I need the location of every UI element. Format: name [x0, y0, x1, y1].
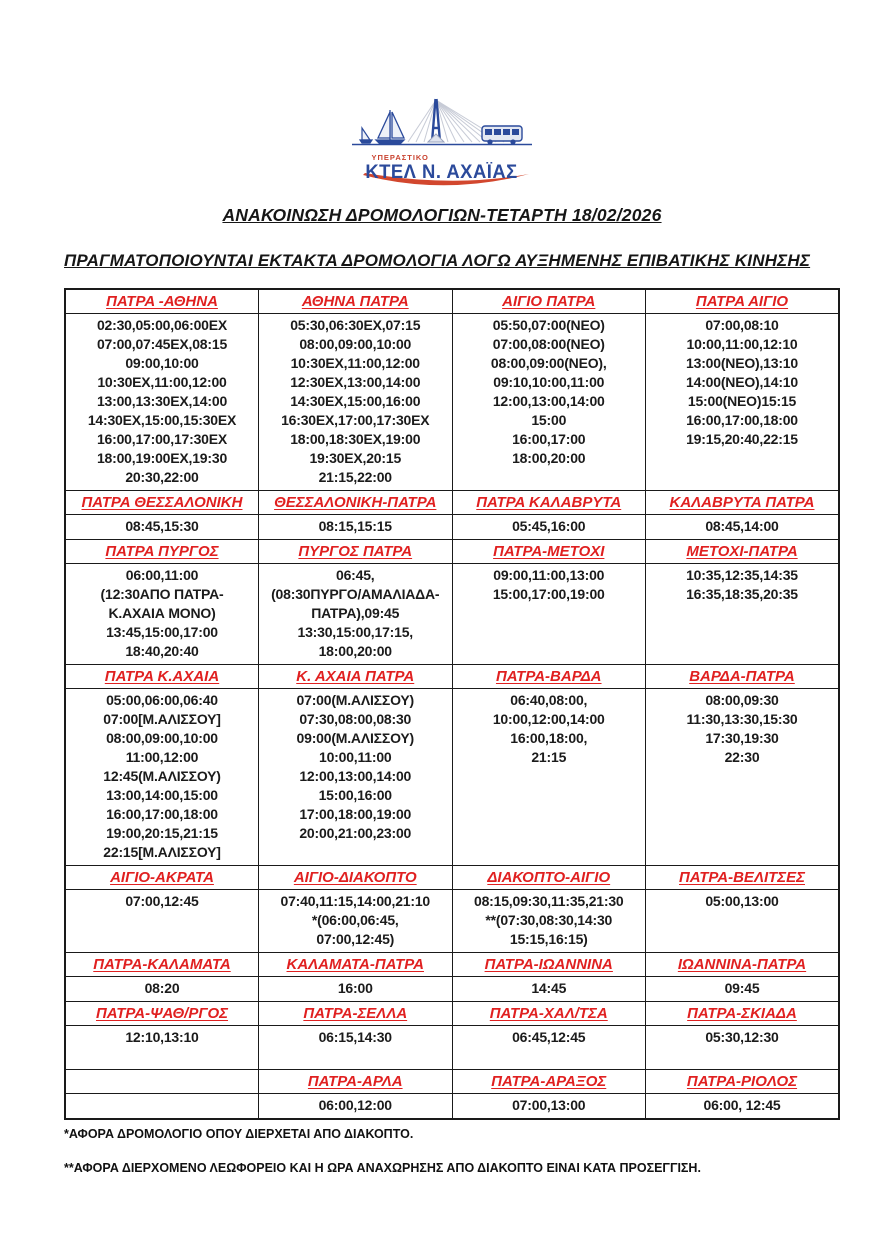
times-line: (12:30ΑΠΟ ΠΑΤΡΑ-	[100, 586, 224, 602]
route-header-label: ΠΑΤΡΑ ΑΙΓΙΟ	[695, 293, 789, 310]
route-header-row	[65, 289, 839, 314]
times-cell	[259, 977, 453, 1002]
times-line: 18:40,20:40	[125, 643, 199, 659]
times-cell	[65, 564, 259, 665]
times-cell	[646, 1094, 840, 1120]
route-header-cell	[65, 665, 259, 689]
route-header-label: ΠΑΤΡΑ-ΚΑΛΑΜΑΤΑ	[93, 956, 231, 973]
route-header-label: ΔΙΑΚΟΠΤΟ-ΑΙΓΙΟ	[487, 869, 611, 886]
route-header-label: ΠΑΤΡΑ-ΣΚΙΑΔΑ	[687, 1005, 797, 1022]
times-line: 07:00,08:10	[705, 317, 779, 333]
times-cell	[452, 1094, 646, 1120]
footnote-2: **ΑΦΟΡΑ ΔΙΕΡΧΟΜΕΝΟ ΛΕΩΦΟΡΕΙΟ ΚΑΙ Η ΩΡΑ ΑΝΑΧΩΡΗΣΗΣ ΑΠΟ ΔΙΑΚΟΠΤΟ ΕΙΝΑΙ ΚΑΤΑ ΠΡΟΣΕΓΓΙΣΗ.	[64, 1161, 701, 1175]
times-cell	[259, 515, 453, 540]
route-header-label: ΠΑΤΡΑ-ΙΩΑΝΝΙΝΑ	[484, 956, 613, 973]
route-header-label: ΠΑΤΡΑ -ΑΘΗΝΑ	[106, 293, 218, 310]
times-line: 11:00,12:00	[125, 749, 199, 765]
route-header-row	[65, 866, 839, 890]
route-header-cell	[65, 953, 259, 977]
main-title: ΑΝΑΚΟΙΝΩΣΗ ΔΡΟΜΟΛΟΓΙΩΝ-ΤΕΤΑΡΤΗ 18/02/2026	[222, 205, 662, 225]
times-line: 07:00,12:45	[125, 893, 199, 909]
times-line: 09:45	[724, 980, 760, 996]
empty-times-cell	[65, 1094, 259, 1120]
route-header-cell	[452, 289, 646, 314]
times-line: 16:00,17:00,18:00	[686, 412, 798, 428]
times-line: 15:15,16:15)	[509, 931, 588, 947]
route-header-cell	[646, 540, 840, 564]
times-cell	[259, 689, 453, 866]
times-line: 07:40,11:15,14:00,21:10	[280, 893, 431, 909]
times-line: 05:30,12:30	[705, 1029, 779, 1045]
times-line: 16:00,18:00,	[510, 730, 588, 746]
times-cell	[65, 515, 259, 540]
times-line: 10:00,11:00,12:10	[686, 336, 798, 352]
times-cell	[259, 1094, 453, 1120]
times-line: 13:30,15:00,17:15,	[297, 624, 413, 640]
times-line: 19:15,20:40,22:15	[686, 431, 798, 447]
route-header-label: ΜΕΤΟΧΙ-ΠΑΤΡΑ	[686, 543, 798, 560]
times-line: 12:00,13:00,14:00	[299, 768, 412, 784]
route-header-row	[65, 1002, 839, 1026]
route-header-cell	[452, 1002, 646, 1026]
route-header-cell	[646, 1070, 840, 1094]
route-times-row	[65, 977, 839, 1002]
times-line: **(07:30,08:30,14:30	[485, 912, 613, 928]
times-line: 05:45,16:00	[512, 518, 586, 534]
times-cell	[646, 890, 840, 953]
times-cell	[65, 314, 259, 491]
route-header-label: ΠΑΤΡΑ ΚΑΛΑΒΡΥΤΑ	[476, 494, 622, 511]
route-times-row	[65, 689, 839, 866]
times-line: 12:30EX,13:00,14:00	[290, 374, 421, 390]
times-cell	[259, 564, 453, 665]
route-header-row	[65, 491, 839, 515]
times-line: 06:00,12:00	[318, 1097, 392, 1113]
times-cell	[646, 977, 840, 1002]
times-line: 06:00, 12:45	[703, 1097, 781, 1113]
times-line: Κ.ΑΧΑΙΑ ΜΟΝΟ)	[108, 605, 216, 621]
route-header-label: ΠΑΤΡΑ ΠΥΡΓΟΣ	[105, 543, 219, 560]
route-header-cell	[259, 866, 453, 890]
logo-small-text: ΥΠΕΡΑΣΤΙΚΟ	[371, 153, 429, 162]
times-line: 08:00,09:00,10:00	[299, 336, 412, 352]
route-header-cell	[65, 491, 259, 515]
times-cell	[65, 977, 259, 1002]
route-header-cell	[646, 866, 840, 890]
route-header-label: ΠΑΤΡΑ-ΑΡΑΞΟΣ	[491, 1073, 607, 1090]
route-header-label: ΠΑΤΡΑ-ΡΙΟΛΟΣ	[686, 1073, 798, 1090]
times-cell	[452, 515, 646, 540]
times-line: 08:15,09:30,11:35,21:30	[473, 893, 624, 909]
times-cell	[646, 314, 840, 491]
times-line: 16:30EX,17:00,17:30EX	[281, 412, 430, 428]
route-header-cell	[259, 1070, 453, 1094]
times-line: 13:45,15:00,17:00	[106, 624, 218, 640]
route-header-cell	[65, 866, 259, 890]
times-line: 14:30EX,15:00,15:30EX	[87, 412, 237, 428]
times-line: 16:00,17:00,18:00	[106, 806, 218, 822]
times-line: 05:30,06:30EX,07:15	[290, 317, 421, 333]
times-line: 05:50,07:00(ΝΕΟ)	[492, 317, 605, 333]
route-header-label: ΘΕΣΣΑΛΟΝΙΚΗ-ΠΑΤΡΑ	[274, 494, 437, 511]
footnote-1: *ΑΦΟΡΑ ΔΡΟΜΟΛΟΓΙΟ ΟΠΟΥ ΔΙΕΡΧΕΤΑΙ ΑΠΟ ΔΙΑΚΟΠΤΟ.	[64, 1127, 414, 1141]
times-line: 08:00,09:30	[705, 692, 779, 708]
route-header-cell	[646, 289, 840, 314]
route-times-row	[65, 890, 839, 953]
logo-main-text: ΚΤΕΛ Ν. ΑΧΑΪΑΣ	[365, 162, 519, 183]
route-header-label: ΚΑΛΑΒΡΥΤΑ ΠΑΤΡΑ	[669, 494, 815, 511]
times-line: ΠΑΤΡΑ),09:45	[311, 605, 400, 621]
route-times-row	[65, 314, 839, 491]
schedule-table-body	[65, 289, 839, 1119]
schedule-table	[64, 288, 840, 1120]
times-line: 20:00,21:00,23:00	[299, 825, 412, 841]
times-line: 06:45,	[336, 567, 375, 583]
times-line: 17:30,19:30	[705, 730, 779, 746]
times-line: 10:00,11:00	[318, 749, 392, 765]
times-line: 22:15[Μ.ΑΛΙΣΣΟΥ]	[103, 844, 221, 860]
times-line: 19:30EX,20:15	[309, 450, 402, 466]
times-cell	[259, 890, 453, 953]
times-line: 21:15,22:00	[318, 469, 392, 485]
times-line: 07:00,12:45)	[316, 931, 395, 947]
route-header-label: ΑΙΓΙΟ-ΑΚΡΑΤΑ	[110, 869, 214, 886]
times-line: 13:00(ΝΕΟ),13:10	[686, 355, 798, 371]
times-line: 08:00,09:00(ΝΕΟ),	[490, 355, 607, 371]
route-header-cell	[65, 540, 259, 564]
times-line: 08:45,14:00	[705, 518, 779, 534]
times-line: 19:00,20:15,21:15	[106, 825, 218, 841]
times-line: 09:10,10:00,11:00	[493, 374, 605, 390]
route-header-label: ΒΑΡΔΑ-ΠΑΤΡΑ	[689, 668, 795, 685]
route-header-cell	[452, 866, 646, 890]
times-line: 07:00,13:00	[512, 1097, 586, 1113]
times-line: 10:30EX,11:00,12:00	[97, 374, 227, 390]
route-times-row	[65, 1026, 839, 1070]
times-line: 07:00,07:45EX,08:15	[96, 336, 228, 352]
times-line: 07:00,08:00(ΝΕΟ)	[492, 336, 605, 352]
times-cell	[646, 564, 840, 665]
times-line: 18:00,18:30EX,19:00	[290, 431, 421, 447]
route-header-label: ΙΩΑΝΝΙΝΑ-ΠΑΤΡΑ	[677, 956, 807, 973]
route-header-label: Κ. ΑΧΑΙΑ ΠΑΤΡΑ	[296, 668, 415, 685]
route-header-cell	[259, 491, 453, 515]
subtitle: ΠΡΑΓΜΑΤΟΠΟΙΟΥΝΤΑΙ ΕΚΤΑΚΤΑ ΔΡΟΜΟΛΟΓΙΑ ΛΟΓΩ ΑΥΞΗΜΕΝΗΣ ΕΠΙΒΑΤΙΚΗΣ ΚΙΝΗΣΗΣ	[64, 251, 811, 270]
route-header-cell	[452, 665, 646, 689]
times-cell	[646, 515, 840, 540]
route-header-label: ΠΑΤΡΑ-ΒΕΛΙΤΣΕΣ	[679, 869, 805, 886]
times-line: 14:00(ΝΕΟ),14:10	[686, 374, 798, 390]
times-line: 02:30,05:00,06:00EX	[96, 317, 228, 333]
times-line: 06:45,12:45	[512, 1029, 586, 1045]
times-line: 08:45,15:30	[125, 518, 199, 534]
route-header-label: ΠΑΤΡΑ-ΨΑΘ/ΡΓΟΣ	[95, 1005, 229, 1022]
route-header-row	[65, 1070, 839, 1094]
route-header-cell	[65, 1002, 259, 1026]
route-header-cell	[259, 1002, 453, 1026]
times-cell	[452, 314, 646, 491]
times-line: 15:00(ΝΕΟ)15:15	[687, 393, 797, 409]
times-line: 05:00,06:00,06:40	[106, 692, 218, 708]
times-line: 16:35,18:35,20:35	[686, 586, 798, 602]
ktel-logo	[347, 92, 537, 184]
route-header-cell	[646, 1002, 840, 1026]
route-header-cell	[452, 953, 646, 977]
times-line: *(06:00,06:45,	[311, 912, 399, 928]
times-line: 07:00[Μ.ΑΛΙΣΣΟΥ]	[103, 711, 221, 727]
times-line: 13:00,14:00,15:00	[106, 787, 218, 803]
times-line: 07:30,08:00,08:30	[299, 711, 412, 727]
times-line: 08:15,15:15	[318, 518, 392, 534]
times-line: 20:30,22:00	[125, 469, 199, 485]
times-line: 16:00,17:00,17:30EX	[96, 431, 228, 447]
route-header-cell	[452, 540, 646, 564]
route-header-label: ΠΑΤΡΑ Κ.ΑΧΑΙΑ	[104, 668, 220, 685]
times-line: 06:00,11:00	[125, 567, 199, 583]
times-cell	[452, 890, 646, 953]
times-cell	[452, 1026, 646, 1070]
bridge-bus-logo-art	[352, 92, 532, 156]
times-line: 05:00,13:00	[705, 893, 779, 909]
times-cell	[452, 689, 646, 866]
times-line: 17:00,18:00,19:00	[299, 806, 412, 822]
times-line: 06:15,14:30	[318, 1029, 392, 1045]
route-header-row	[65, 953, 839, 977]
times-line: 12:00,13:00,14:00	[492, 393, 605, 409]
times-line: 21:15	[531, 749, 567, 765]
route-header-label: ΠΑΤΡΑ-ΧΑΛ/ΤΣΑ	[489, 1005, 608, 1022]
route-times-row	[65, 515, 839, 540]
times-line: 18:00,20:00	[318, 643, 392, 659]
times-line: 12:45(Μ.ΑΛΙΣΣΟΥ)	[103, 768, 221, 784]
route-header-row	[65, 540, 839, 564]
route-header-cell	[646, 953, 840, 977]
logo-text-block	[363, 154, 520, 184]
route-header-cell	[646, 665, 840, 689]
times-line: 10:30EX,11:00,12:00	[290, 355, 420, 371]
times-line: 10:00,12:00,14:00	[492, 711, 605, 727]
times-cell	[65, 1026, 259, 1070]
times-line: 15:00	[531, 412, 567, 428]
times-line: 08:20	[144, 980, 180, 996]
times-cell	[65, 890, 259, 953]
route-times-row	[65, 1094, 839, 1120]
times-line: 10:35,12:35,14:35	[686, 567, 798, 583]
empty-header-cell	[65, 1070, 259, 1094]
times-line: 09:00,11:00,13:00	[493, 567, 605, 583]
route-header-label: ΑΙΓΙΟ-ΔΙΑΚΟΠΤΟ	[293, 869, 417, 886]
times-line: 15:00,16:00	[318, 787, 392, 803]
times-line: 15:00,17:00,19:00	[492, 586, 605, 602]
times-line: 07:00(Μ.ΑΛΙΣΣΟΥ)	[296, 692, 414, 708]
times-line: 13:00,13:30EX,14:00	[96, 393, 228, 409]
route-header-label: ΠΑΤΡΑ-ΒΑΡΔΑ	[495, 668, 602, 685]
times-cell	[259, 314, 453, 491]
route-header-cell	[259, 953, 453, 977]
times-line: 14:30EX,15:00,16:00	[290, 393, 421, 409]
route-header-row	[65, 665, 839, 689]
route-times-row	[65, 564, 839, 665]
route-header-cell	[452, 491, 646, 515]
times-line: 16:00,17:00	[512, 431, 586, 447]
route-header-label: ΠΑΤΡΑ-ΑΡΛΑ	[307, 1073, 403, 1090]
times-line: 18:00,20:00	[512, 450, 586, 466]
route-header-cell	[65, 289, 259, 314]
route-header-cell	[259, 665, 453, 689]
times-cell	[646, 1026, 840, 1070]
route-header-cell	[259, 540, 453, 564]
times-line: 09:00(Μ.ΑΛΙΣΣΟΥ)	[296, 730, 414, 746]
route-header-label: ΚΑΛΑΜΑΤΑ-ΠΑΤΡΑ	[286, 956, 424, 973]
route-header-label: ΑΙΓΙΟ ΠΑΤΡΑ	[502, 293, 596, 310]
route-header-cell	[646, 491, 840, 515]
route-header-label: ΠΥΡΓΟΣ ΠΑΤΡΑ	[298, 543, 413, 560]
times-cell	[259, 1026, 453, 1070]
times-line: 08:00,09:00,10:00	[106, 730, 218, 746]
route-header-cell	[452, 1070, 646, 1094]
route-header-label: ΠΑΤΡΑ ΘΕΣΣΑΛΟΝΙΚΗ	[81, 494, 243, 511]
times-cell	[452, 564, 646, 665]
times-line: 11:30,13:30,15:30	[686, 711, 798, 727]
times-line: 14:45	[531, 980, 567, 996]
times-line: 12:10,13:10	[125, 1029, 199, 1045]
times-line: 16:00	[337, 980, 373, 996]
times-cell	[65, 689, 259, 866]
times-cell	[452, 977, 646, 1002]
times-line: 18:00,19:00EX,19:30	[96, 450, 228, 466]
times-line: 22:30	[724, 749, 760, 765]
route-header-cell	[259, 289, 453, 314]
schedule-content	[64, 288, 840, 1175]
times-cell	[646, 689, 840, 866]
route-header-label: ΑΘΗΝΑ ΠΑΤΡΑ	[301, 293, 409, 310]
route-header-label: ΠΑΤΡΑ-ΣΕΛΛΑ	[303, 1005, 408, 1022]
times-line: (08:30ΠΥΡΓΟ/ΑΜΑΛΙΑΔΑ-	[271, 586, 440, 602]
times-line: 06:40,08:00,	[510, 692, 588, 708]
route-header-label: ΠΑΤΡΑ-ΜΕΤΟΧΙ	[493, 543, 605, 560]
times-line: 09:00,10:00	[125, 355, 199, 371]
